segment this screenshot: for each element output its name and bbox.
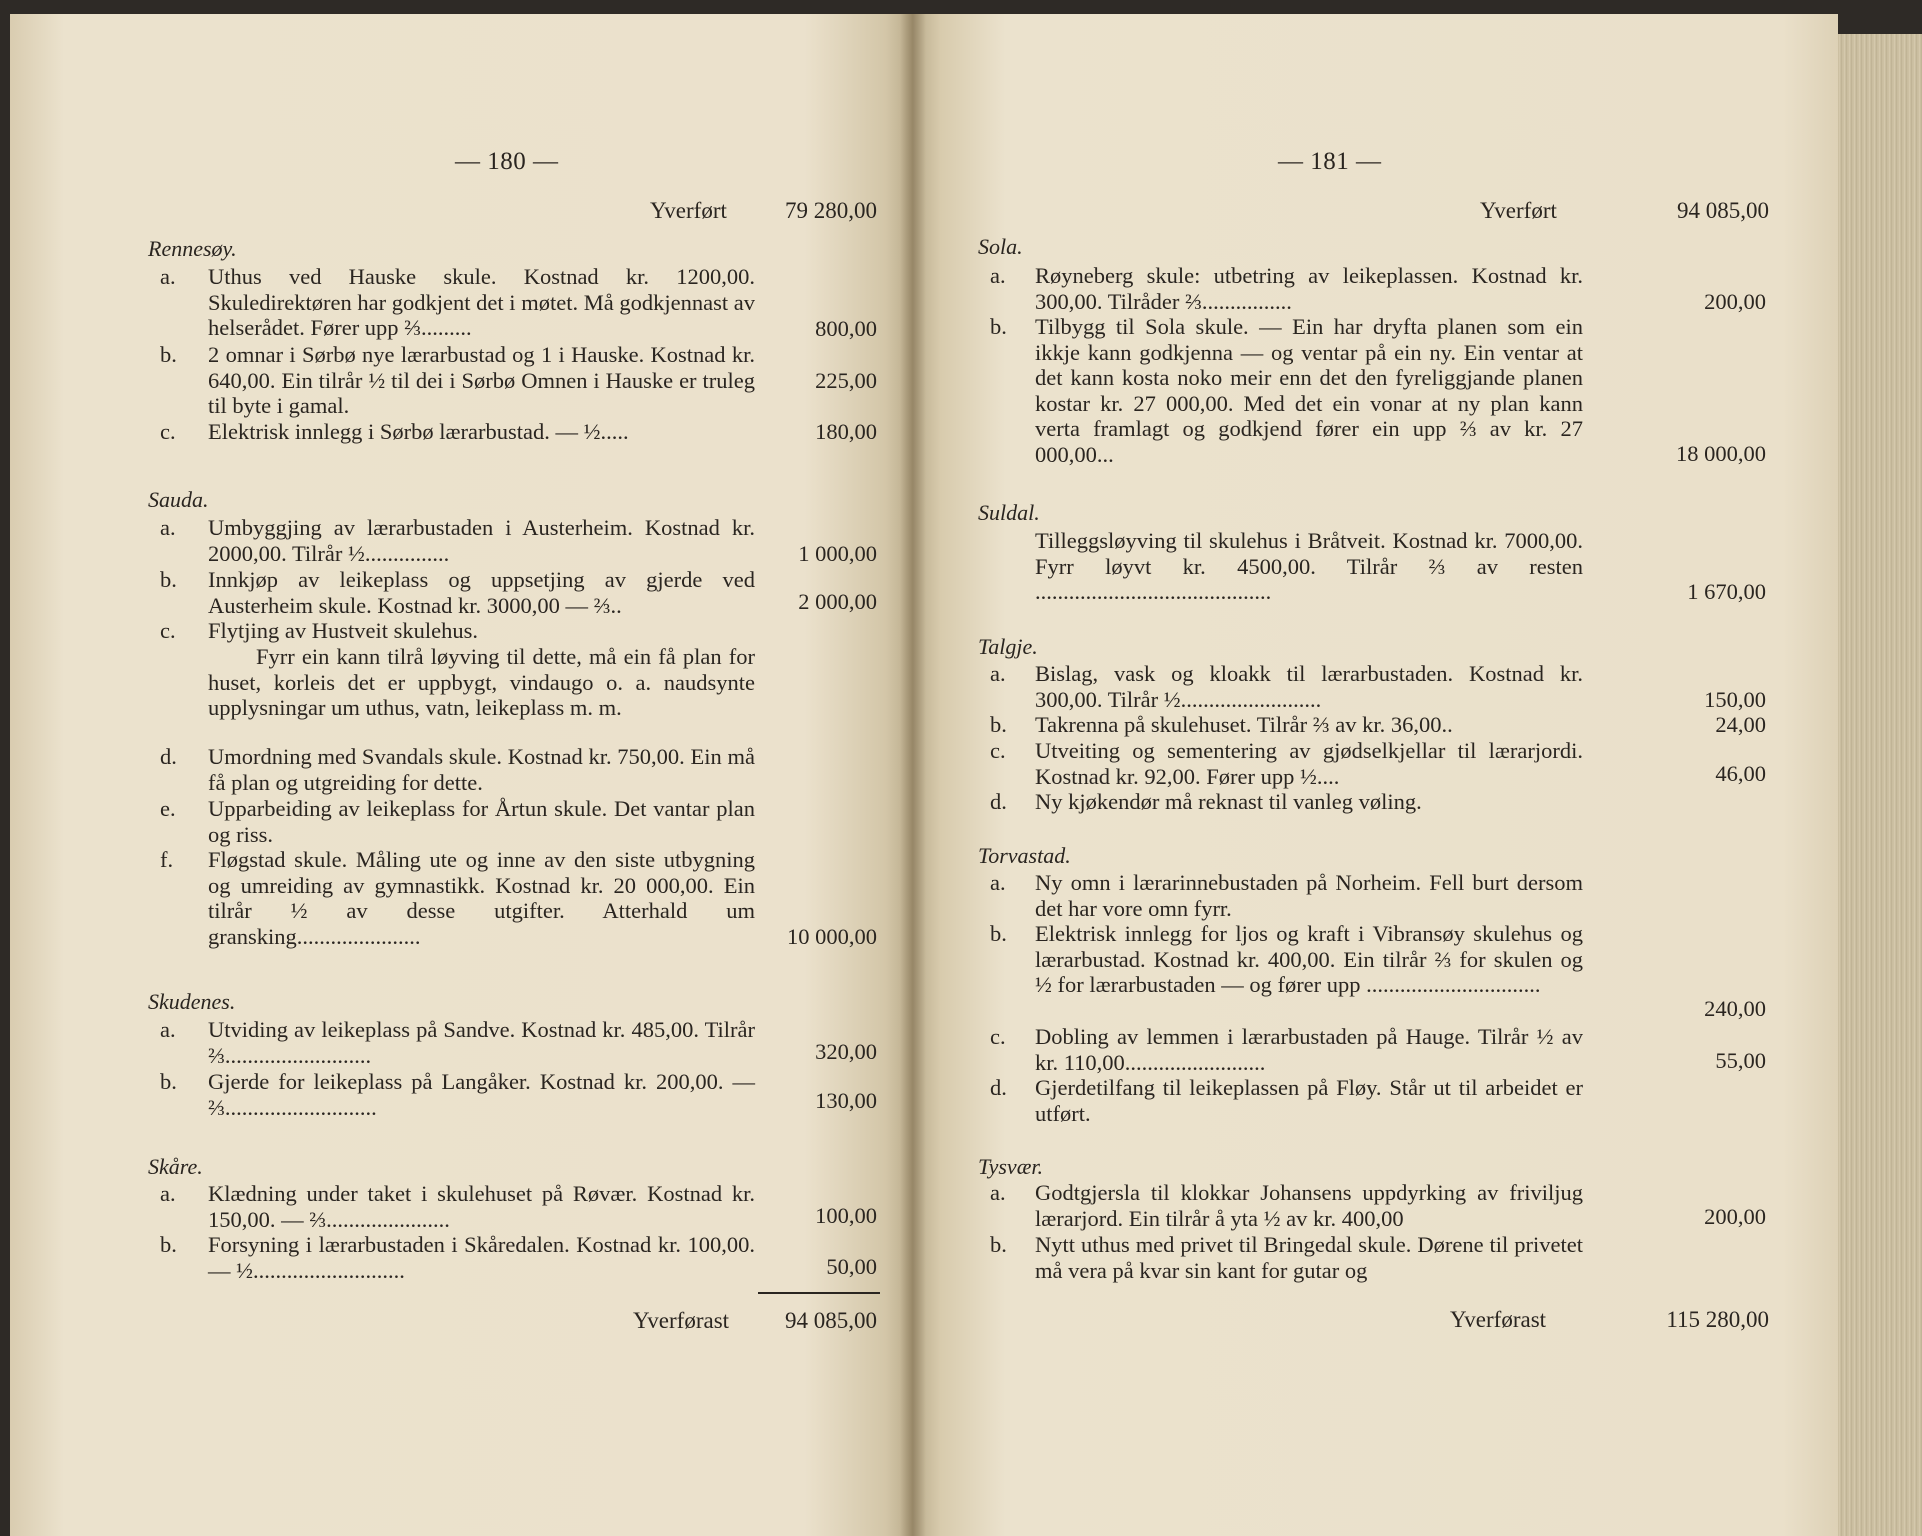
item-letter: c.	[990, 1024, 1006, 1049]
item-text: Umordning med Svandals skule. Kostnad kr. 750,00. Ein må få plan og utgreiding for dette.	[208, 744, 755, 795]
carried-forward-amount: 94 085,00	[1677, 198, 1769, 223]
item-text: Forsyning i lærarbustaden i Skåredalen. Kostnad kr. 100,00. — ½...........................	[208, 1232, 755, 1283]
item-letter: c.	[160, 618, 176, 643]
item-letter: c.	[160, 419, 176, 444]
item-amount: 55,00	[1715, 1048, 1766, 1073]
carried-forward-row	[1480, 198, 1769, 224]
item-text: 2 omnar i Sørbø nye lærarbustad og 1 i Hauske. Kostnad kr. 640,00. Ein tilrår ½ til dei i Sørbø Omnen i Hauske er truleg til byte i gamal.	[208, 342, 755, 419]
carried-over-row	[633, 1308, 877, 1334]
item-amount: 1 670,00	[1687, 579, 1766, 604]
item-letter: b.	[160, 1069, 177, 1094]
item-letter: b.	[160, 342, 177, 367]
item-letter: a.	[160, 1017, 176, 1042]
item-text: Utviding av leikeplass på Sandve. Kostnad kr. 485,00. Tilrår ⅔..........................	[208, 1017, 755, 1068]
item-letter: d.	[160, 744, 177, 769]
section-title: Torvastad.	[978, 843, 1071, 868]
section-title: Sola.	[978, 234, 1023, 259]
total-rule	[758, 1292, 880, 1294]
item-text: Gjerdetilfang til leikeplassen på Fløy. Står ut til arbeidet er utført.	[1035, 1075, 1583, 1126]
section-title: Suldal.	[978, 500, 1040, 525]
item-amount: 240,00	[1704, 996, 1766, 1021]
carried-forward-label: Yverført	[650, 198, 727, 223]
item-text: Røyneberg skule: utbetring av leikeplassen. Kostnad kr. 300,00. Tilråder ⅔................	[1035, 263, 1583, 314]
item-text: Tilbygg til Sola skule. — Ein har dryfta planen som ein ikkje kann godkjenna — og ventar på ein ny. Ein ventar at det kann kosta noko meir enn det den fyreliggjande planen kostar kr. 27 000,00. Med det ein vonar at ny plan kann verta framlagt og godkjend fører ein upp ⅔ av kr. 27 000,00...	[1035, 314, 1583, 467]
section-title: Rennesøy.	[148, 236, 237, 261]
item-text: Ny kjøkendør må reknast til vanleg vøling.	[1035, 789, 1422, 814]
item-letter: a.	[990, 263, 1006, 288]
carried-over-label: Yverførast	[633, 1308, 730, 1333]
item-text: Takrenna på skulehuset. Tilrår ⅔ av kr. 36,00..	[1035, 712, 1453, 737]
item-text: Gjerde for leikeplass på Langåker. Kostnad kr. 200,00. — ⅔...........................	[208, 1069, 755, 1120]
item-amount: 320,00	[815, 1039, 877, 1064]
item-amount: 180,00	[815, 419, 877, 444]
item-letter: a.	[160, 1181, 176, 1206]
item-text: Tilleggsløyving til skulehus i Bråtveit. Kostnad kr. 7000,00. Fyrr løyvt kr. 4500,00. Tilrår ⅔ av resten ..........................................	[1035, 528, 1583, 605]
item-text: Dobling av lemmen i lærarbustaden på Hauge. Tilrår ½ av kr. 110,00.........................	[1035, 1024, 1583, 1075]
item-text: Upparbeiding av leikeplass for Årtun skule. Det vantar plan og riss.	[208, 796, 755, 847]
item-amount: 225,00	[815, 368, 877, 393]
item-text: Klædning under taket i skulehuset på Røvær. Kostnad kr. 150,00. — ⅔......................	[208, 1181, 755, 1232]
item-amount: 18 000,00	[1676, 441, 1766, 466]
item-amount: 130,00	[815, 1088, 877, 1113]
item-text: Flytjing av Hustveit skulehus.	[208, 618, 478, 643]
item-letter: a.	[160, 264, 176, 289]
section-title: Skåre.	[148, 1154, 203, 1179]
item-amount: 200,00	[1704, 1204, 1766, 1229]
section-title: Talgje.	[978, 634, 1038, 659]
item-letter: a.	[990, 661, 1006, 686]
item-text: Bislag, vask og kloakk til lærarbustaden. Kostnad kr. 300,00. Tilrår ½.........................	[1035, 661, 1583, 712]
item-amount: 24,00	[1715, 712, 1766, 737]
item-text: Nytt uthus med privet til Bringedal skule. Dørene til privetet må vera på kvar sin kant for gutar og	[1035, 1232, 1583, 1283]
left-page	[10, 14, 913, 1536]
item-amount: 50,00	[826, 1254, 877, 1279]
item-text: Utveiting og sementering av gjødselkjellar til lærarjordi. Kostnad kr. 92,00. Fører upp ½....	[1035, 738, 1583, 789]
carried-forward-row	[650, 198, 877, 224]
item-letter: b.	[990, 1232, 1007, 1257]
item-letter: b.	[990, 921, 1007, 946]
section-title: Tysvær.	[978, 1154, 1043, 1179]
carried-over-row	[1450, 1307, 1769, 1333]
section-title: Sauda.	[148, 487, 209, 512]
item-text: Umbyggjing av lærarbustaden i Austerheim. Kostnad kr. 2000,00. Tilrår ½...............	[208, 515, 755, 566]
carried-over-amount: 115 280,00	[1666, 1307, 1769, 1332]
item-text: Fyrr ein kann tilrå løyving til dette, må ein få plan for huset, korleis det er uppbygt, vindaugo o. a. naudsynte upplysningar um uthus, vatn, leikeplass m. m.	[208, 644, 755, 721]
item-amount: 46,00	[1715, 761, 1766, 786]
item-text: Innkjøp av leikeplass og uppsetjing av gjerde ved Austerheim skule. Kostnad kr. 3000,00 — ⅔..	[208, 567, 755, 618]
carried-over-label: Yverførast	[1450, 1307, 1547, 1332]
book-gutter	[900, 14, 926, 1536]
item-text: Godtgjersla til klokkar Johansens uppdyrking av friviljug lærarjord. Ein tilrår å yta ½ av kr. 400,00	[1035, 1180, 1583, 1231]
item-amount: 150,00	[1704, 687, 1766, 712]
item-letter: a.	[990, 870, 1006, 895]
item-letter: c.	[990, 738, 1006, 763]
item-amount: 10 000,00	[787, 924, 877, 949]
item-letter: b.	[160, 567, 177, 592]
carried-forward-amount: 79 280,00	[785, 198, 877, 223]
item-letter: f.	[160, 847, 174, 872]
item-letter: a.	[160, 515, 176, 540]
item-letter: b.	[990, 314, 1007, 339]
item-letter: a.	[990, 1180, 1006, 1205]
carried-forward-label: Yverført	[1480, 198, 1557, 223]
item-amount: 800,00	[815, 316, 877, 341]
item-amount: 2 000,00	[798, 589, 877, 614]
item-text: Ny omn i lærarinnebustaden på Norheim. Fell burt dersom det har vore omn fyrr.	[1035, 870, 1583, 921]
item-letter: d.	[990, 789, 1007, 814]
item-text: Fløgstad skule. Måling ute og inne av den siste utbygning og umreiding av gymnastikk. Kostnad kr. 20 000,00. Ein tilrår ½ av desse utgifter. Atterhald um gransking......................	[208, 847, 755, 949]
item-amount: 1 000,00	[798, 541, 877, 566]
item-amount: 200,00	[1704, 289, 1766, 314]
section-title: Skudenes.	[148, 989, 236, 1014]
page-number: — 180 —	[455, 148, 559, 175]
page-edges	[1838, 34, 1922, 1536]
right-page	[913, 14, 1838, 1536]
item-letter: e.	[160, 796, 176, 821]
item-text: Elektrisk innlegg i Sørbø lærarbustad. — ½.....	[208, 419, 629, 444]
item-text: Elektrisk innlegg for ljos og kraft i Vibransøy skulehus og lærarbustad. Kostnad kr. 400,00. Ein tilrår ⅔ for skulen og ½ for lærarbustaden — og fører upp ...............................	[1035, 921, 1583, 998]
item-text: Uthus ved Hauske skule. Kostnad kr. 1200,00. Skuledirektøren har godkjent det i møtet. Må godkjennast av helserådet. Fører upp ⅔.........	[208, 264, 755, 341]
carried-over-amount: 94 085,00	[785, 1308, 877, 1333]
item-letter: b.	[160, 1232, 177, 1257]
item-amount: 100,00	[815, 1203, 877, 1228]
item-letter: d.	[990, 1075, 1007, 1100]
item-letter: b.	[990, 712, 1007, 737]
page-number: — 181 —	[1278, 148, 1382, 175]
